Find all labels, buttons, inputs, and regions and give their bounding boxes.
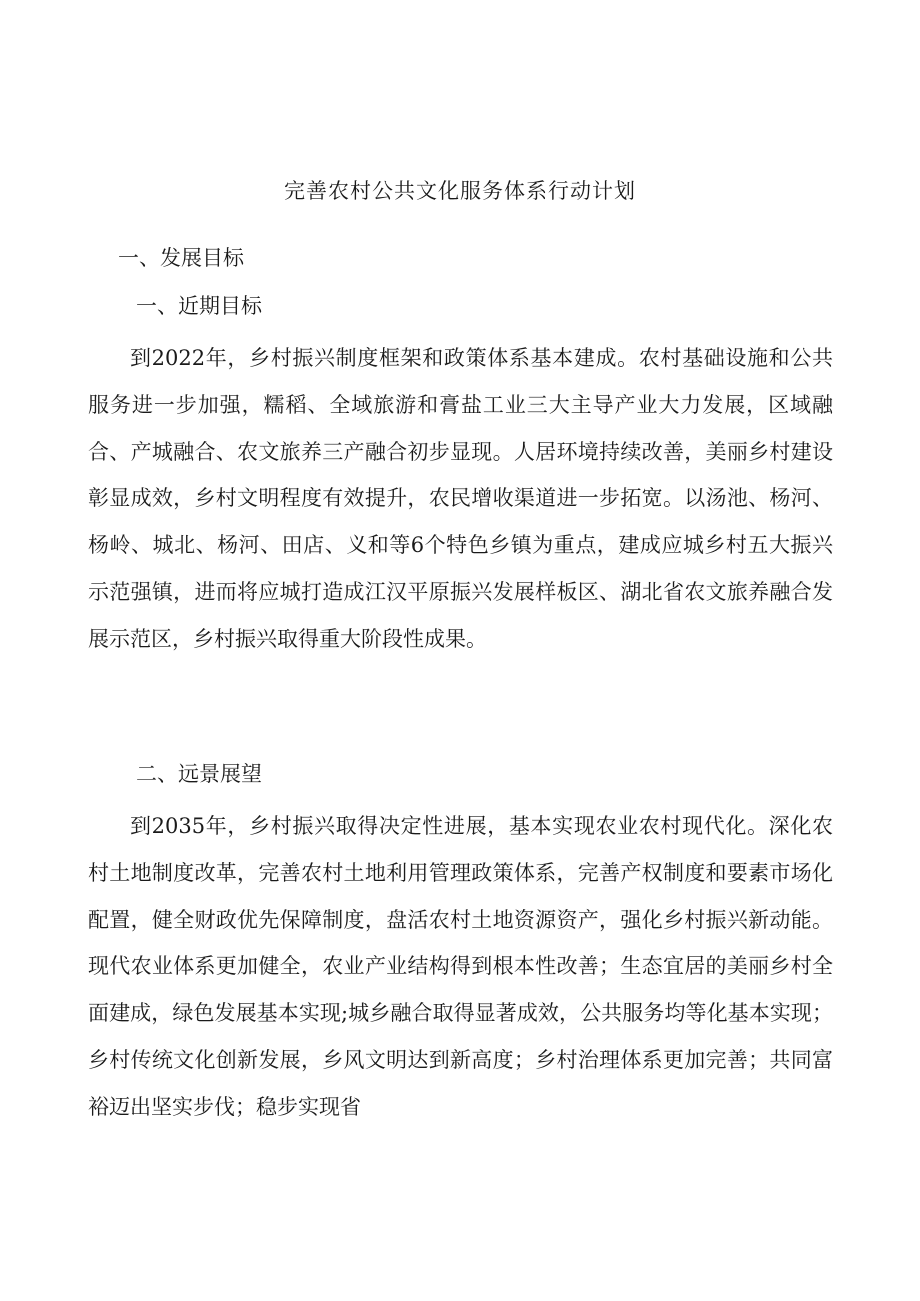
document-title: 完善农村公共文化服务体系行动计划: [284, 179, 636, 203]
paragraph-near-term-goals: 到2022年，乡村振兴制度框架和政策体系基本建成。农村基础设施和公共服务进一步加强，糯稻、全域旅游和膏盐工业三大主导产业大力发展，区域融合、产城融合、农文旅养三产融合初步显现。人居环境持续改善，美丽乡村建设彰显成效，乡村文明程度有效提升，农民增收渠道进一步拓宽。以汤池、杨河、杨岭、城北、杨河、田店、义和等6个特色乡镇为重点，建成应城乡村五大振兴示范强镇，进而将应城打造成江汉平原振兴发展样板区、湖北省农文旅养融合发展示范区，乡村振兴取得重大阶段性成果。: [88, 346, 833, 651]
subsection-heading-near-term: 一、近期目标: [136, 294, 262, 318]
section-heading: 一、发展目标: [118, 246, 244, 270]
paragraph-long-term-outlook: 到2035年，乡村振兴取得决定性进展，基本实现农业农村现代化。深化农村土地制度改革，完善农村土地利用管理政策体系，完善产权制度和要素市场化配置，健全财政优先保障制度，盘活农村土地资源资产，强化乡村振兴新动能。现代农业体系更加健全，农业产业结构得到根本性改善；生态宜居的美丽乡村全面建成，绿色发展基本实现;城乡融合取得显著成效，公共服务均等化基本实现；乡村传统文化创新发展，乡风文明达到新高度；乡村治理体系更加完善；共同富裕迈出坚实步伐；稳步实现省: [88, 814, 833, 1119]
subsection-heading-long-term: 二、远景展望: [136, 762, 262, 786]
